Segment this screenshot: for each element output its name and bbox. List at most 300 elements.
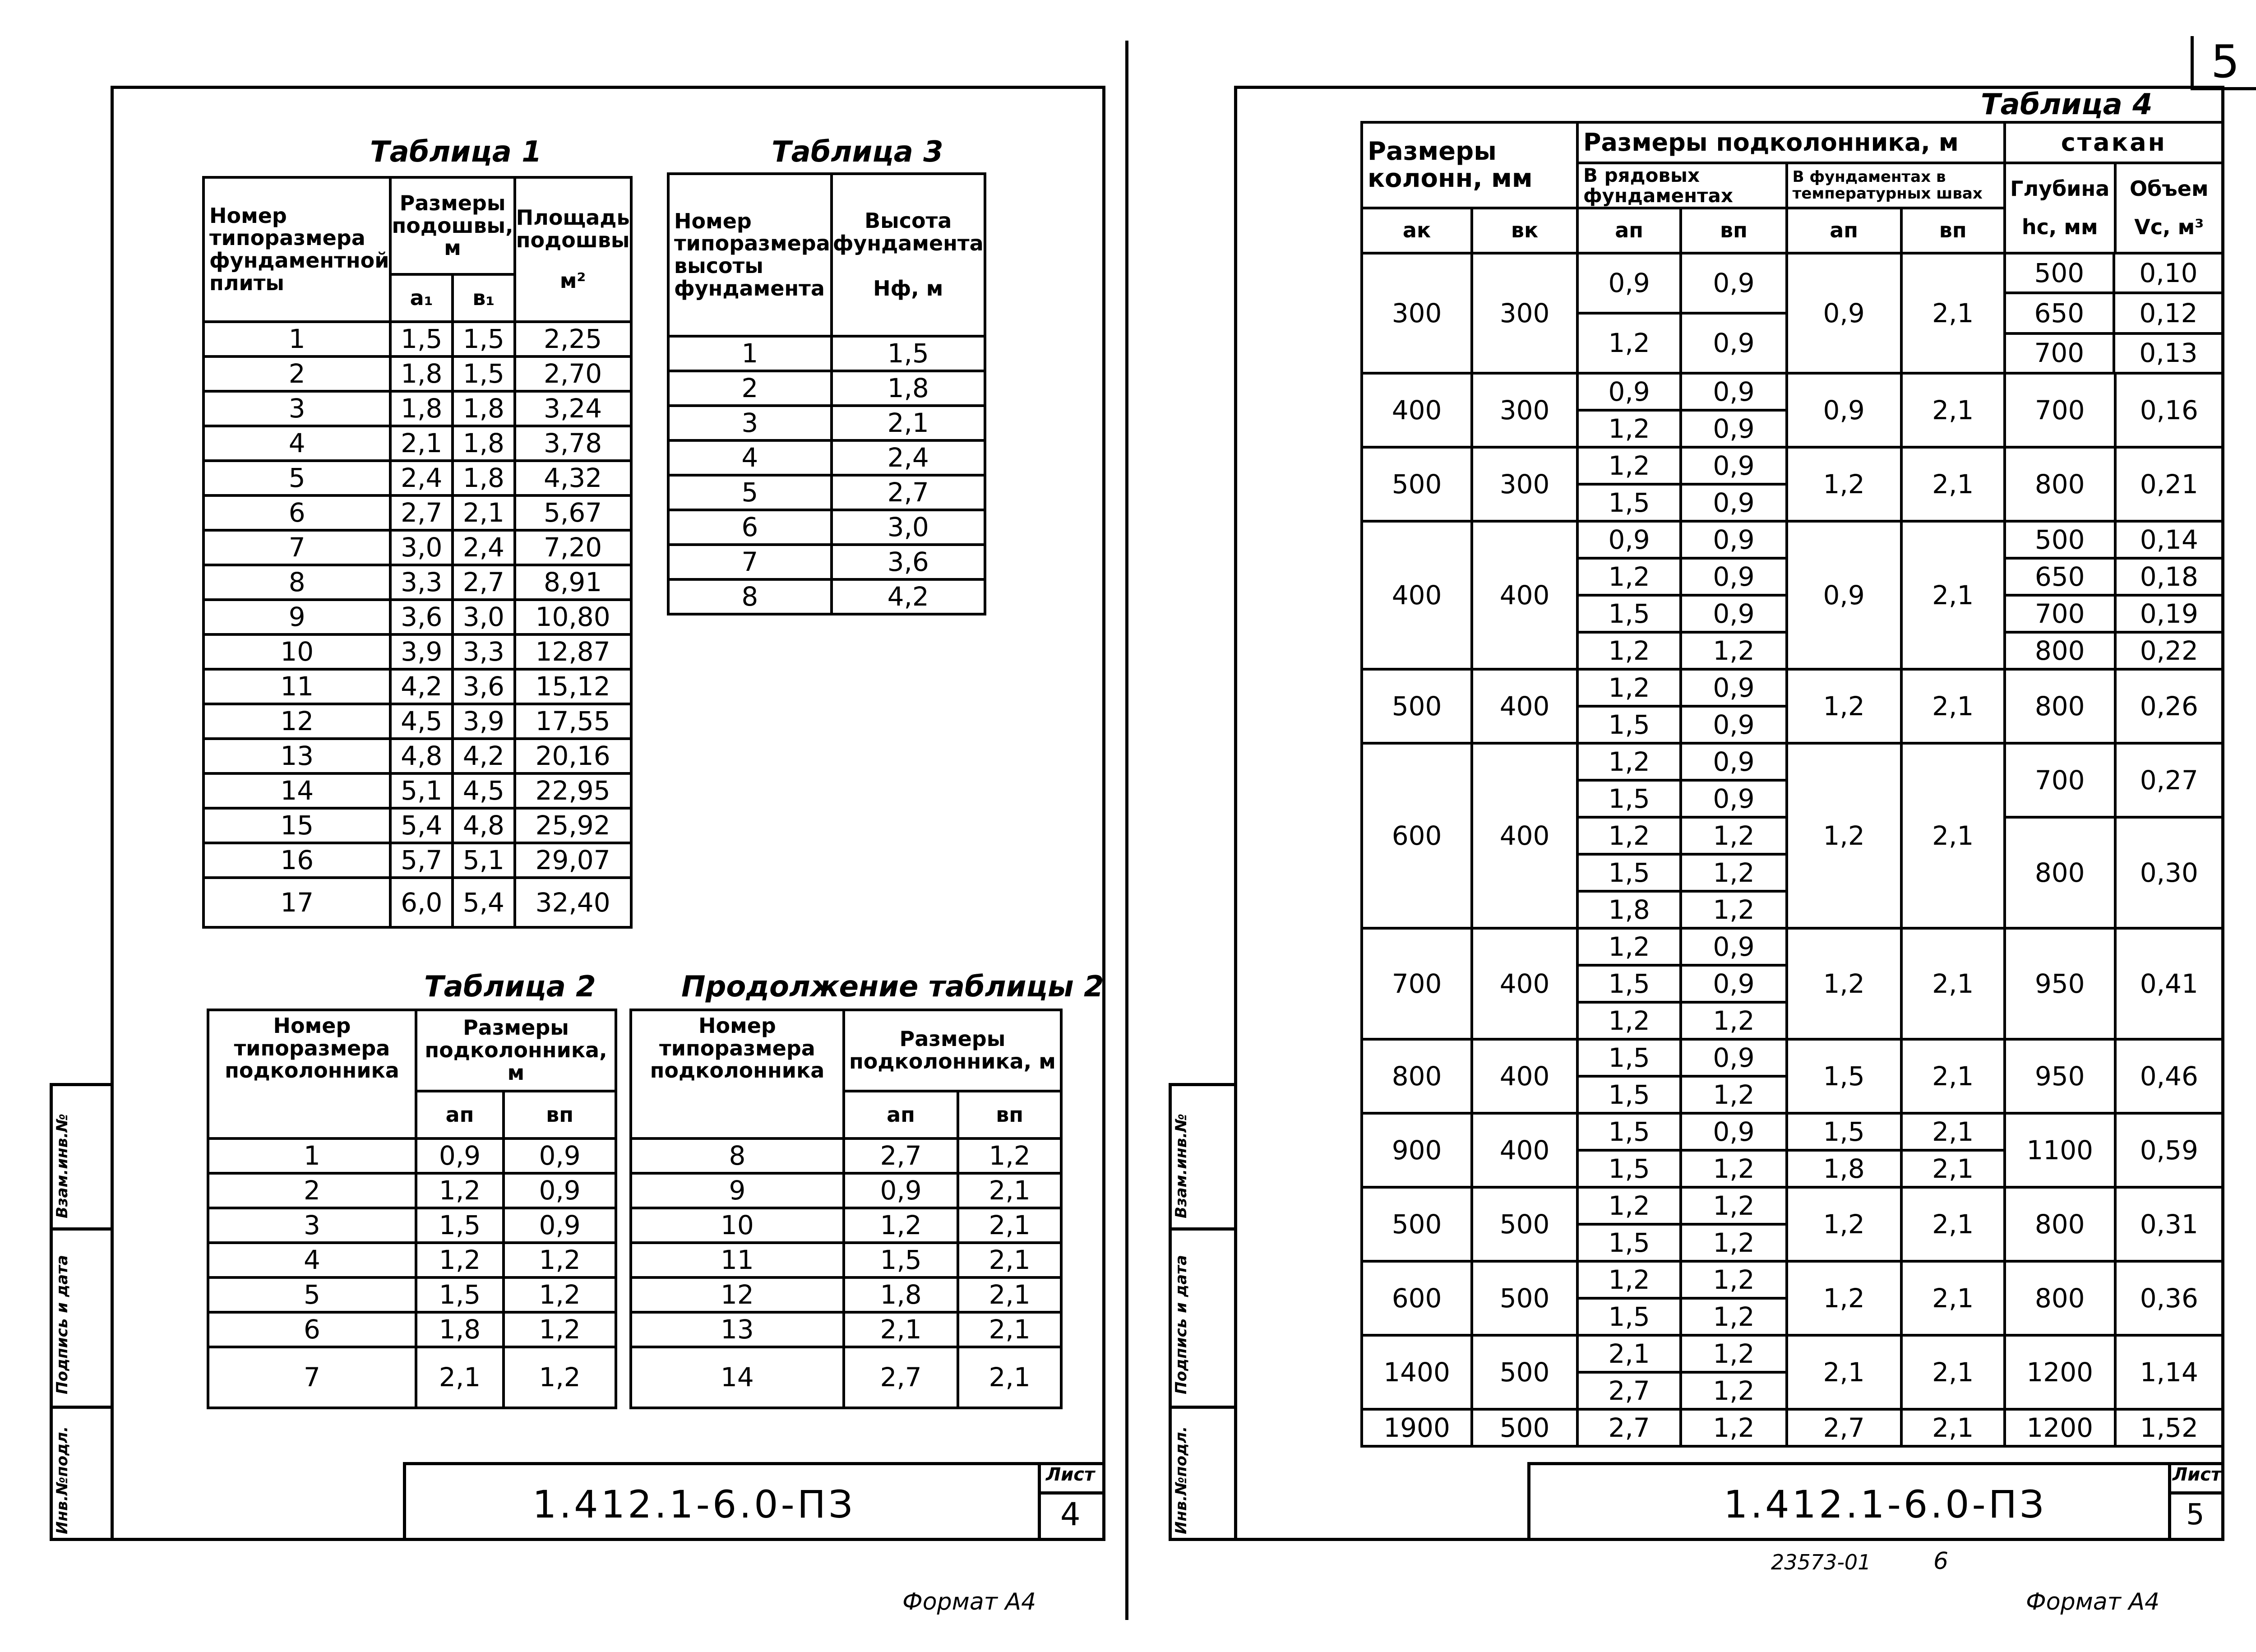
table2-cell: 1,8 <box>416 1312 504 1347</box>
table2 <box>207 1009 617 1409</box>
table2-cell: 1,5 <box>416 1277 504 1312</box>
table2c-cell: 12 <box>631 1277 844 1312</box>
table3-cell: 2,4 <box>832 440 985 475</box>
table4-bn: 1,2 <box>1681 891 1786 928</box>
table2c-title: Продолжение таблицы 2 <box>681 970 1104 1004</box>
table4-depth: 700 <box>2005 595 2115 632</box>
table4-bk: 400 <box>1472 928 1577 1039</box>
table2c-cell: 2,1 <box>958 1312 1061 1347</box>
table4-ak: 500 <box>1362 669 1472 743</box>
table2c-cell: 1,2 <box>958 1138 1061 1173</box>
table2c-cell: 2,7 <box>844 1347 958 1408</box>
table4-depth: 800 <box>2005 1187 2115 1261</box>
table2c-cell: 1,8 <box>844 1277 958 1312</box>
right-side-sign: Подпись и дата <box>1172 1255 1190 1394</box>
table2-cell: 5 <box>208 1277 416 1312</box>
table4-volume: 0,59 <box>2115 1113 2223 1187</box>
table4-row <box>1362 521 2223 558</box>
table3-cell: 3,6 <box>832 545 985 579</box>
table4-bn: 0,9 <box>1681 595 1786 632</box>
table1-row <box>203 669 631 704</box>
table1-row <box>203 773 631 808</box>
table1-cell: 2,7 <box>453 565 515 600</box>
table4-bk: 300 <box>1472 253 1577 373</box>
table4-an-temp: 1,2 <box>1787 1261 1901 1335</box>
table1-h-a: a₁ <box>390 274 453 322</box>
table1-cell: 20,16 <box>515 739 631 773</box>
table4-ak: 1400 <box>1362 1335 1472 1409</box>
table1-cell: 22,95 <box>515 773 631 808</box>
table2-cell: 1,2 <box>504 1277 616 1312</box>
table4-ak: 400 <box>1362 373 1472 447</box>
table4-an-temp: 1,2 <box>1787 1187 1901 1261</box>
table4-bn: 1,2 <box>1681 854 1786 891</box>
table4-ak: 1900 <box>1362 1409 1472 1446</box>
table4-depth: 500 <box>2006 255 2114 293</box>
table4-depth: 950 <box>2005 928 2115 1039</box>
table4-bn-temp: 2,1 <box>1901 1409 2005 1446</box>
table2-row <box>208 1312 616 1347</box>
table2c-h-b: вп <box>958 1091 1061 1138</box>
table4-bk: 300 <box>1472 373 1577 447</box>
table1-cell: 5,7 <box>390 843 453 878</box>
table2c-h-num: Номер типоразмера подколонника <box>631 1010 844 1138</box>
table4-bk: 400 <box>1472 521 1577 669</box>
table3-h-num: Номер типоразмера высоты фундамента <box>668 174 832 336</box>
table2-continued <box>629 1009 1063 1409</box>
table4-an: 1,2 <box>1577 410 1681 447</box>
table4-bk: 500 <box>1472 1261 1577 1335</box>
table1-cell: 2,1 <box>453 495 515 530</box>
table4-bn-temp: 2,1 <box>1901 1335 2005 1409</box>
table1-cell: 4 <box>203 426 390 461</box>
table2c-row <box>631 1138 1061 1173</box>
table4-an: 1,5 <box>1577 1224 1681 1261</box>
table4-an: 1,5 <box>1577 595 1681 632</box>
table1-cell: 1,8 <box>453 391 515 426</box>
page-number: 5 <box>2211 35 2240 88</box>
table2-cell: 0,9 <box>504 1138 616 1173</box>
table4-row <box>1362 743 2223 780</box>
table4-bn: 1,2 <box>1681 1076 1786 1113</box>
table4-an: 1,5 <box>1577 484 1681 521</box>
table4-depth: 1200 <box>2005 1335 2115 1409</box>
table2-cell: 0,9 <box>416 1138 504 1173</box>
left-doc-code: 1.412.1-6.0-ПЗ <box>532 1482 855 1527</box>
table2c-cell: 10 <box>631 1208 844 1243</box>
table2c-cell: 13 <box>631 1312 844 1347</box>
table2c-row <box>631 1347 1061 1408</box>
table4-bn-temp: 2,1 <box>1901 928 2005 1039</box>
table2c-cell: 2,1 <box>958 1347 1061 1408</box>
table4-bn: 0,9 <box>1681 373 1786 410</box>
table4-h-col: Размеры колонн, мм <box>1362 122 1577 208</box>
table3-row <box>668 475 985 510</box>
table1-cell: 17,55 <box>515 704 631 739</box>
table4-row <box>1362 1187 2223 1224</box>
table4-an-temp: 1,2 <box>1787 743 1901 928</box>
table4-bn-temp: 2,1 <box>1901 521 2005 669</box>
table2-cell: 0,9 <box>504 1173 616 1208</box>
table4-bn: 0,9 <box>1681 1039 1786 1076</box>
table4-bn: 0,9 <box>1681 965 1786 1002</box>
table4-an: 1,2 <box>1577 632 1681 669</box>
table2-h-num: Номер типоразмера подколонника <box>208 1010 416 1138</box>
table1-row <box>203 565 631 600</box>
table4-an-temp: 0,9 <box>1787 373 1901 447</box>
table1-cell: 6,0 <box>390 878 453 927</box>
table3-row <box>668 371 985 406</box>
table1-row <box>203 426 631 461</box>
left-side-vzam: Взам.инв.№ <box>53 1114 71 1218</box>
table1-cell: 4,5 <box>390 704 453 739</box>
table4-volume: 0,18 <box>2115 558 2223 595</box>
table4-bn: 1,2 <box>1681 1150 1786 1187</box>
table1-cell: 1,5 <box>453 356 515 391</box>
table2-h-sizes: Размеры подколонника, м <box>416 1010 616 1091</box>
table1-cell: 11 <box>203 669 390 704</box>
table1-cell: 15 <box>203 808 390 843</box>
table4-h-an-temp: aп <box>1787 208 1901 253</box>
table4-an: 1,2 <box>1577 1187 1681 1224</box>
table1-cell: 3,6 <box>390 600 453 634</box>
table4-h-an: aп <box>1577 208 1681 253</box>
table2c-h-sizes: Размеры подколонника, м <box>844 1010 1061 1091</box>
table4-an: 1,2 <box>1577 669 1681 706</box>
table3-cell: 2,7 <box>832 475 985 510</box>
table4-ak: 600 <box>1362 743 1472 928</box>
left-side-sign: Подпись и дата <box>53 1255 71 1394</box>
table4-an: 1,8 <box>1577 891 1681 928</box>
left-sheet-label: Лист <box>1046 1464 1095 1485</box>
table2c-cell: 2,1 <box>958 1243 1061 1277</box>
table1-cell: 3,3 <box>390 565 453 600</box>
table4-an: 1,2 <box>1577 447 1681 484</box>
table4-row <box>1362 373 2223 410</box>
table4-volume: 0,46 <box>2115 1039 2223 1113</box>
table4-bn: 1,2 <box>1681 817 1786 854</box>
table3-cell: 6 <box>668 510 832 545</box>
table4-ak: 800 <box>1362 1039 1472 1113</box>
table2c-cell: 14 <box>631 1347 844 1408</box>
right-sheet-label: Лист <box>2173 1464 2222 1485</box>
table4-h-vol: Объем Vc, м³ <box>2115 163 2223 253</box>
table3-cell: 4,2 <box>832 579 985 614</box>
table4-row <box>1362 1039 2223 1076</box>
left-sheet-number: 4 <box>1060 1496 1081 1533</box>
table1-cell: 3,3 <box>453 634 515 669</box>
table4-h-glass: стакан <box>2005 122 2223 163</box>
table4-ak: 400 <box>1362 521 1472 669</box>
table4-an-temp: 1,5 <box>1787 1039 1901 1113</box>
table4-an: 1,5 <box>1577 1076 1681 1113</box>
table4-bn: 0,9 <box>1681 447 1786 484</box>
table2-h-a: aп <box>416 1091 504 1138</box>
table1-cell: 1,5 <box>390 322 453 356</box>
table4-volume: 0,21 <box>2115 447 2223 521</box>
table3-cell: 1,5 <box>832 336 985 371</box>
table4-ak: 700 <box>1362 928 1472 1039</box>
table2c-row <box>631 1277 1061 1312</box>
table2c-row <box>631 1208 1061 1243</box>
table1-row <box>203 739 631 773</box>
table4-h-bn: вп <box>1681 208 1786 253</box>
table2-cell: 2 <box>208 1173 416 1208</box>
table4-bn: 0,9 <box>1681 706 1786 743</box>
table4-an: 2,7 <box>1577 1409 1681 1446</box>
table4-depth: 650 <box>2006 293 2114 333</box>
table4-volume: 0,27 <box>2115 743 2223 817</box>
table1-row <box>203 391 631 426</box>
table1-cell: 5 <box>203 461 390 495</box>
table4-an: 1,5 <box>1577 1150 1681 1187</box>
table4-depth: 650 <box>2005 558 2115 595</box>
table1-cell: 29,07 <box>515 843 631 878</box>
table4-an-temp: 1,2 <box>1787 928 1901 1039</box>
table4-depth: 800 <box>2005 669 2115 743</box>
table4-row <box>1362 928 2223 965</box>
table3-row <box>668 406 985 440</box>
table1-row <box>203 600 631 634</box>
table4-an: 2,1 <box>1577 1335 1681 1372</box>
table2-cell: 1,2 <box>504 1243 616 1277</box>
table4-bn: 0,9 <box>1681 743 1786 780</box>
table1-row <box>203 322 631 356</box>
table1-cell: 3,9 <box>390 634 453 669</box>
inventory-number: 23573-01 <box>1771 1550 1871 1574</box>
table4-depth: 800 <box>2005 632 2115 669</box>
table4-depth: 800 <box>2005 1261 2115 1335</box>
table1-cell: 1 <box>203 322 390 356</box>
table2c-cell: 2,7 <box>844 1138 958 1173</box>
table1-row <box>203 461 631 495</box>
table4-depth: 950 <box>2005 1039 2115 1113</box>
table4-bn: 1,2 <box>1681 1372 1786 1409</box>
table4-an: 1,2 <box>1577 313 1681 373</box>
table4-bn-temp: 2,1 <box>1901 1187 2005 1261</box>
right-doc-code: 1.412.1-6.0-ПЗ <box>1724 1482 2047 1527</box>
left-format: Формат А4 <box>902 1588 1036 1615</box>
table4-volume: 0,10 <box>2114 255 2222 293</box>
table4-bn: 1,2 <box>1681 1224 1786 1261</box>
table4-an: 1,2 <box>1577 817 1681 854</box>
table1-cell: 4,2 <box>390 669 453 704</box>
table1-row <box>203 808 631 843</box>
table1-cell: 5,4 <box>390 808 453 843</box>
table2-row <box>208 1347 616 1408</box>
left-side-inv: Инв.№подл. <box>53 1426 71 1534</box>
table2-cell: 1,2 <box>504 1347 616 1408</box>
right-sheet-number: 5 <box>2186 1498 2205 1532</box>
table1-cell: 14 <box>203 773 390 808</box>
table1-cell: 5,67 <box>515 495 631 530</box>
table1-row <box>203 495 631 530</box>
table3-row <box>668 336 985 371</box>
table2c-cell: 2,1 <box>958 1173 1061 1208</box>
table4-an-temp: 0,9 <box>1787 253 1901 373</box>
table2-row <box>208 1277 616 1312</box>
table4-bk: 400 <box>1472 1113 1577 1187</box>
table1-cell: 16 <box>203 843 390 878</box>
table1 <box>202 176 633 929</box>
table4-bn-temp: 2,1 <box>1901 253 2005 373</box>
table3-title: Таблица 3 <box>772 135 943 169</box>
table4-an: 2,7 <box>1577 1372 1681 1409</box>
table4-bk: 400 <box>1472 669 1577 743</box>
table1-cell: 1,5 <box>453 322 515 356</box>
table4-depth: 1100 <box>2005 1113 2115 1187</box>
table1-cell: 8,91 <box>515 565 631 600</box>
table4-h-bk: вк <box>1472 208 1577 253</box>
table3-row <box>668 579 985 614</box>
table4-volume: 0,31 <box>2115 1187 2223 1261</box>
table4-bk: 300 <box>1472 447 1577 521</box>
table1-cell: 3,0 <box>453 600 515 634</box>
table1-title: Таблица 1 <box>370 135 542 169</box>
table4-row <box>1362 1261 2223 1298</box>
table4-depth: 800 <box>2005 447 2115 521</box>
table1-cell: 10,80 <box>515 600 631 634</box>
table1-cell: 32,40 <box>515 878 631 927</box>
table3-row <box>668 545 985 579</box>
table3-cell: 2 <box>668 371 832 406</box>
table2c-cell: 2,1 <box>844 1312 958 1347</box>
table2c-cell: 11 <box>631 1243 844 1277</box>
table4-volume: 1,14 <box>2115 1335 2223 1409</box>
table1-cell: 7 <box>203 530 390 565</box>
table4-bn-temp: 2,1 <box>1901 447 2005 521</box>
table2c-row <box>631 1312 1061 1347</box>
table4-volume: 0,16 <box>2115 373 2223 447</box>
table4-an-temp: 1,5 <box>1787 1113 1901 1150</box>
table4-row <box>1362 253 2223 313</box>
table4-bn: 0,9 <box>1681 521 1786 558</box>
table4-an-temp: 1,2 <box>1787 447 1901 521</box>
table1-h-sizes: Размеры подошвы, м <box>390 177 514 274</box>
table4-depth: 800 <box>2005 817 2115 928</box>
table3-cell: 1 <box>668 336 832 371</box>
table4-volume: 0,19 <box>2115 595 2223 632</box>
table4-an: 0,9 <box>1577 373 1681 410</box>
table4-an: 1,5 <box>1577 1113 1681 1150</box>
table2-cell: 6 <box>208 1312 416 1347</box>
table4-an: 0,9 <box>1577 521 1681 558</box>
table4-bn: 0,9 <box>1681 928 1786 965</box>
table4-row <box>1362 1113 2223 1150</box>
table1-cell: 12,87 <box>515 634 631 669</box>
table4-bn-temp: 2,1 <box>1901 743 2005 928</box>
table3-cell: 1,8 <box>832 371 985 406</box>
table4-an-temp: 0,9 <box>1787 521 1901 669</box>
table2-cell: 0,9 <box>504 1208 616 1243</box>
table4-h-temp: В фундаментах в температурных швах <box>1787 163 2005 208</box>
table1-cell: 13 <box>203 739 390 773</box>
table4-bn-temp: 2,1 <box>1901 1261 2005 1335</box>
table4-bn: 0,9 <box>1681 313 1786 373</box>
fold-line <box>1125 41 1128 1620</box>
table1-cell: 1,8 <box>390 356 453 391</box>
table4-bn: 1,2 <box>1681 1409 1786 1446</box>
table4-an: 1,5 <box>1577 706 1681 743</box>
table2-cell: 1,2 <box>504 1312 616 1347</box>
table2c-cell: 2,1 <box>958 1277 1061 1312</box>
table2c-cell: 9 <box>631 1173 844 1208</box>
table3-cell: 7 <box>668 545 832 579</box>
table1-cell: 7,20 <box>515 530 631 565</box>
table4-an: 1,5 <box>1577 965 1681 1002</box>
table4-ak: 900 <box>1362 1113 1472 1187</box>
table4-an: 1,2 <box>1577 743 1681 780</box>
table4-an: 1,2 <box>1577 1002 1681 1039</box>
table3-cell: 5 <box>668 475 832 510</box>
table2c-row <box>631 1243 1061 1277</box>
table4-bk: 400 <box>1472 1039 1577 1113</box>
right-side-vzam: Взам.инв.№ <box>1172 1114 1190 1218</box>
table2c-h-a: aп <box>844 1091 958 1138</box>
table4-bn-temp: 2,1 <box>1901 1039 2005 1113</box>
table1-cell: 9 <box>203 600 390 634</box>
table1-cell: 2,4 <box>453 530 515 565</box>
table4-h-row: В рядовых фундаментах <box>1577 163 1787 208</box>
table4-h-ak: aк <box>1362 208 1472 253</box>
table1-cell: 4,8 <box>453 808 515 843</box>
table4-depth: 700 <box>2005 373 2115 447</box>
table1-cell: 3,6 <box>453 669 515 704</box>
table1-cell: 3,9 <box>453 704 515 739</box>
table4-bn: 0,9 <box>1681 1113 1786 1150</box>
table2-cell: 7 <box>208 1347 416 1408</box>
inventory-sheet: 6 <box>1933 1548 1949 1575</box>
table4-h-pod: Размеры подколонника, м <box>1577 122 2005 163</box>
table4-depth: 700 <box>2005 743 2115 817</box>
table2c-cell: 1,2 <box>844 1208 958 1243</box>
table2c-cell: 2,1 <box>958 1208 1061 1243</box>
table1-row <box>203 704 631 739</box>
table2c-row <box>631 1173 1061 1208</box>
table4-volume: 0,13 <box>2139 338 2198 369</box>
table4-title: Таблица 4 <box>1981 88 2153 121</box>
table1-cell: 25,92 <box>515 808 631 843</box>
table4-volume: 0,36 <box>2115 1261 2223 1335</box>
table3-cell: 3,0 <box>832 510 985 545</box>
table4-bn: 0,9 <box>1681 780 1786 817</box>
table1-cell: 4,2 <box>453 739 515 773</box>
table4-row <box>1362 1335 2223 1372</box>
table4-an-temp: 2,1 <box>1787 1335 1901 1409</box>
table3-cell: 3 <box>668 406 832 440</box>
table4-an-temp: 2,7 <box>1787 1409 1901 1446</box>
table1-cell: 6 <box>203 495 390 530</box>
table1-h-b: в₁ <box>453 274 515 322</box>
table2-h-b: вп <box>504 1091 616 1138</box>
table1-cell: 2,70 <box>515 356 631 391</box>
table4-bn: 0,9 <box>1681 410 1786 447</box>
table4-ak: 300 <box>1362 253 1472 373</box>
table4-row <box>1362 1409 2223 1446</box>
table1-cell: 5,1 <box>453 843 515 878</box>
table1-cell: 1,8 <box>453 426 515 461</box>
table2-cell: 2,1 <box>416 1347 504 1408</box>
table4-depth: 1200 <box>2005 1409 2115 1446</box>
table4-ak: 500 <box>1362 447 1472 521</box>
table3-row <box>668 440 985 475</box>
table4-bn: 1,2 <box>1681 1261 1786 1298</box>
table4-bn-temp: 2,1 <box>1901 669 2005 743</box>
table4-ak: 500 <box>1362 1187 1472 1261</box>
table4 <box>1360 121 2224 1448</box>
table4-volume: 0,22 <box>2115 632 2223 669</box>
right-format: Формат А4 <box>2026 1588 2160 1615</box>
